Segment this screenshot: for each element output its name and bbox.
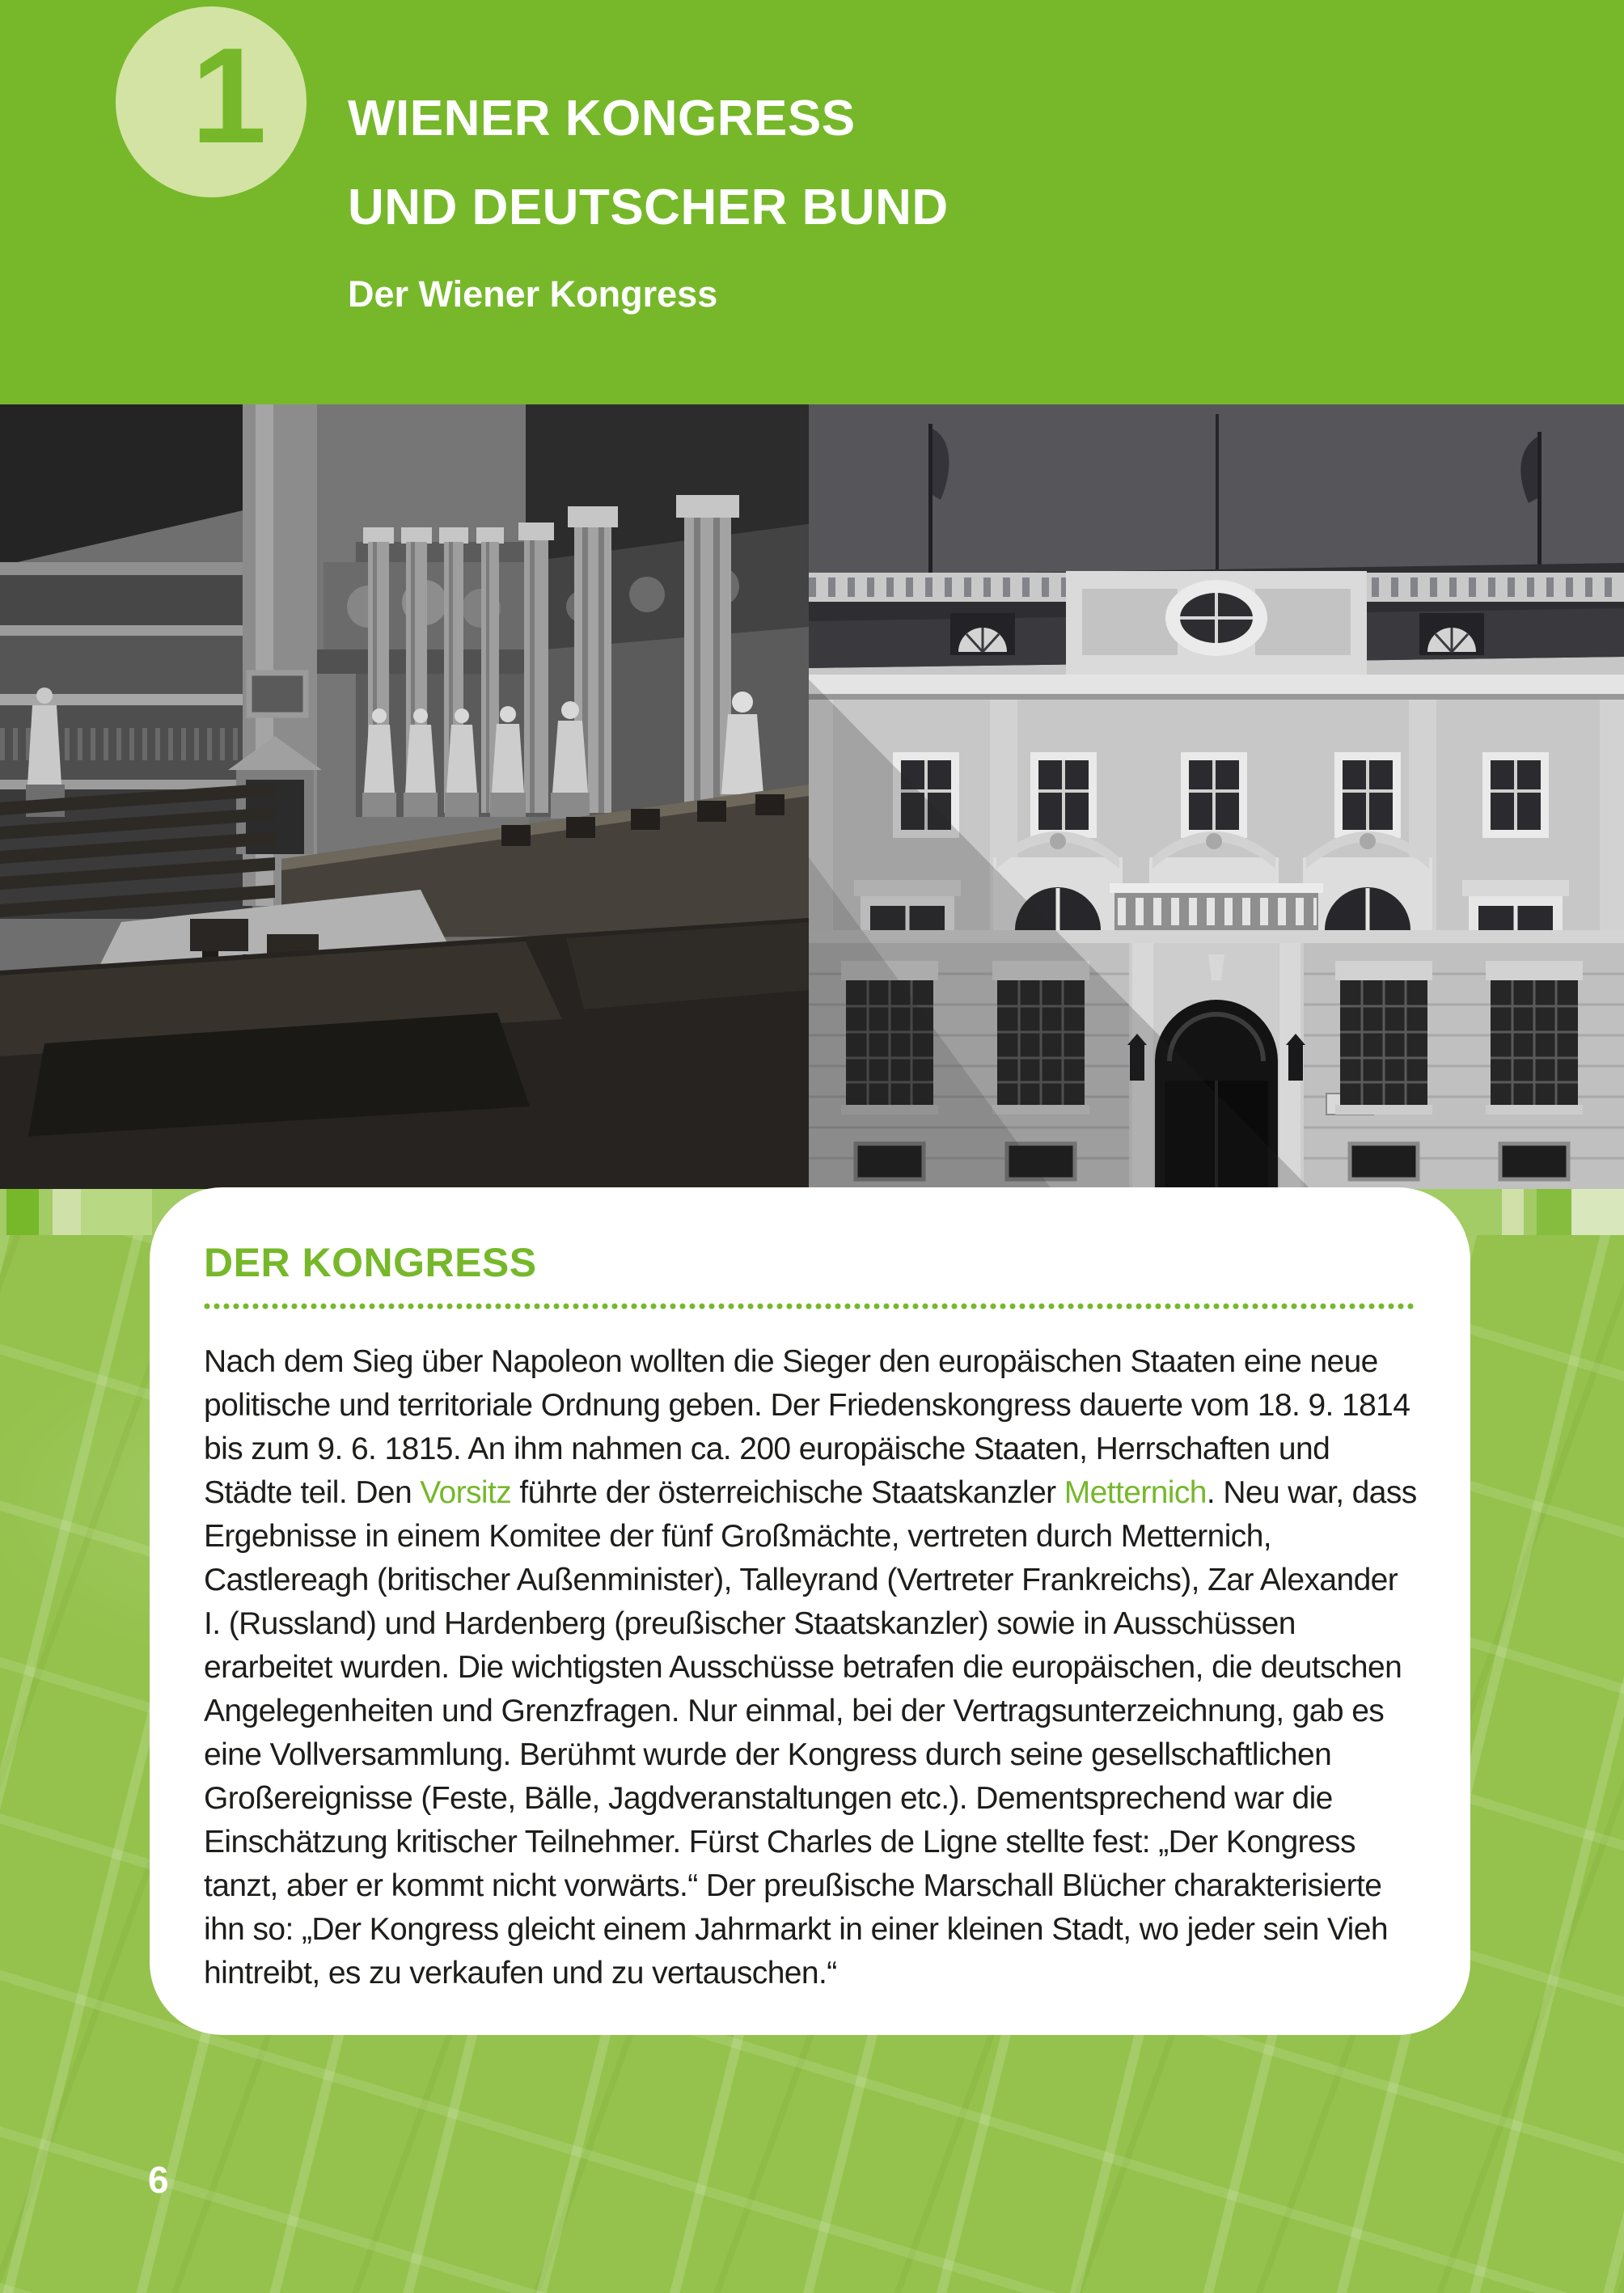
deco-square-bright-right xyxy=(1537,1189,1571,1235)
chapter-header xyxy=(0,0,1624,404)
paragraph-text-3: . Neu war, dass Ergebnisse in einem Komitee der fünf Großmächte, vertreten durch Metternich, Castlereagh (britischer Außenminister), Talleyrand (Vertreter Frankreichs), Zar Alexander I. (Russland) und Hardenberg (preußischer Staatskanzler) sowie in Ausschüssen erarbeitet wurden. Die wichtigsten Ausschüsse betrafen die europäischen, die deutschen Angelegenheiten und Grenzfragen. Nur einmal, bei der Vertragsunterzeichnung, gab es eine Vollversammlung. Berühmt wurde der Kongress durch seine gesellschaftlichen Großereignisse (Feste, Bälle, Jagdveranstaltungen etc.). Dementsprechend war die Einschätzung kritischer Teilnehmer. Fürst Charles de Ligne stellte fest: „Der Kongress tanzt, aber er kommt nicht vorwärts.“ Der preußische Marschall Blücher charakterisierte ihn so: „Der Kongress gleicht einem Jahrmarkt in einer kleinen Stadt, wo jeder sein Vieh hintreibt, es zu verkaufen und zu vertauschen.“ xyxy=(204,1475,1417,1991)
deco-square-sage-left xyxy=(53,1189,81,1235)
accent-word-vorsitz: Vorsitz xyxy=(420,1475,512,1510)
chapter-title-line2: UND DEUTSCHER BUND xyxy=(348,180,949,235)
section-paragraph xyxy=(204,1340,1417,1995)
paragraph-text-1: Nach dem Sieg über Napoleon wollten die Sieger den europäischen Staaten eine neue politische und territoriale Ordnung geben. Der Friedenskongress dauerte vom 18. 9. 1814 bis zum 9. 6. 1815. An ihm nahmen ca. 200 europäische Staaten, Herrschaften und Städte teil. Den xyxy=(204,1344,1410,1510)
parliament-hall-illustration xyxy=(0,404,809,1189)
deco-strip-light-left xyxy=(81,1189,152,1235)
dotted-divider xyxy=(204,1302,1414,1311)
deco-square-sage-right xyxy=(1502,1189,1524,1235)
chancellery-facade-photo xyxy=(809,404,1624,1189)
section-heading: DER KONGRESS xyxy=(204,1240,537,1285)
content-card xyxy=(150,1187,1470,2035)
chancellery-facade-illustration xyxy=(809,404,1624,1189)
paragraph-text-2: führte der österreichische Staatskanzler xyxy=(511,1475,1064,1510)
chapter-title-line1: WIENER KONGRESS xyxy=(348,91,856,146)
chapter-subtitle: Der Wiener Kongress xyxy=(348,273,718,315)
chapter-number: 1 xyxy=(191,19,267,171)
page-number: 6 xyxy=(148,2159,169,2201)
photo-strip xyxy=(0,404,1624,1189)
deco-square-bright-left xyxy=(6,1189,39,1235)
chapter-title-block xyxy=(348,74,949,315)
parliament-hall-photo xyxy=(0,404,809,1189)
deco-strip-pale-right xyxy=(1571,1189,1624,1235)
accent-word-metternich: Metternich xyxy=(1064,1475,1207,1510)
chapter-number-badge xyxy=(116,6,307,197)
